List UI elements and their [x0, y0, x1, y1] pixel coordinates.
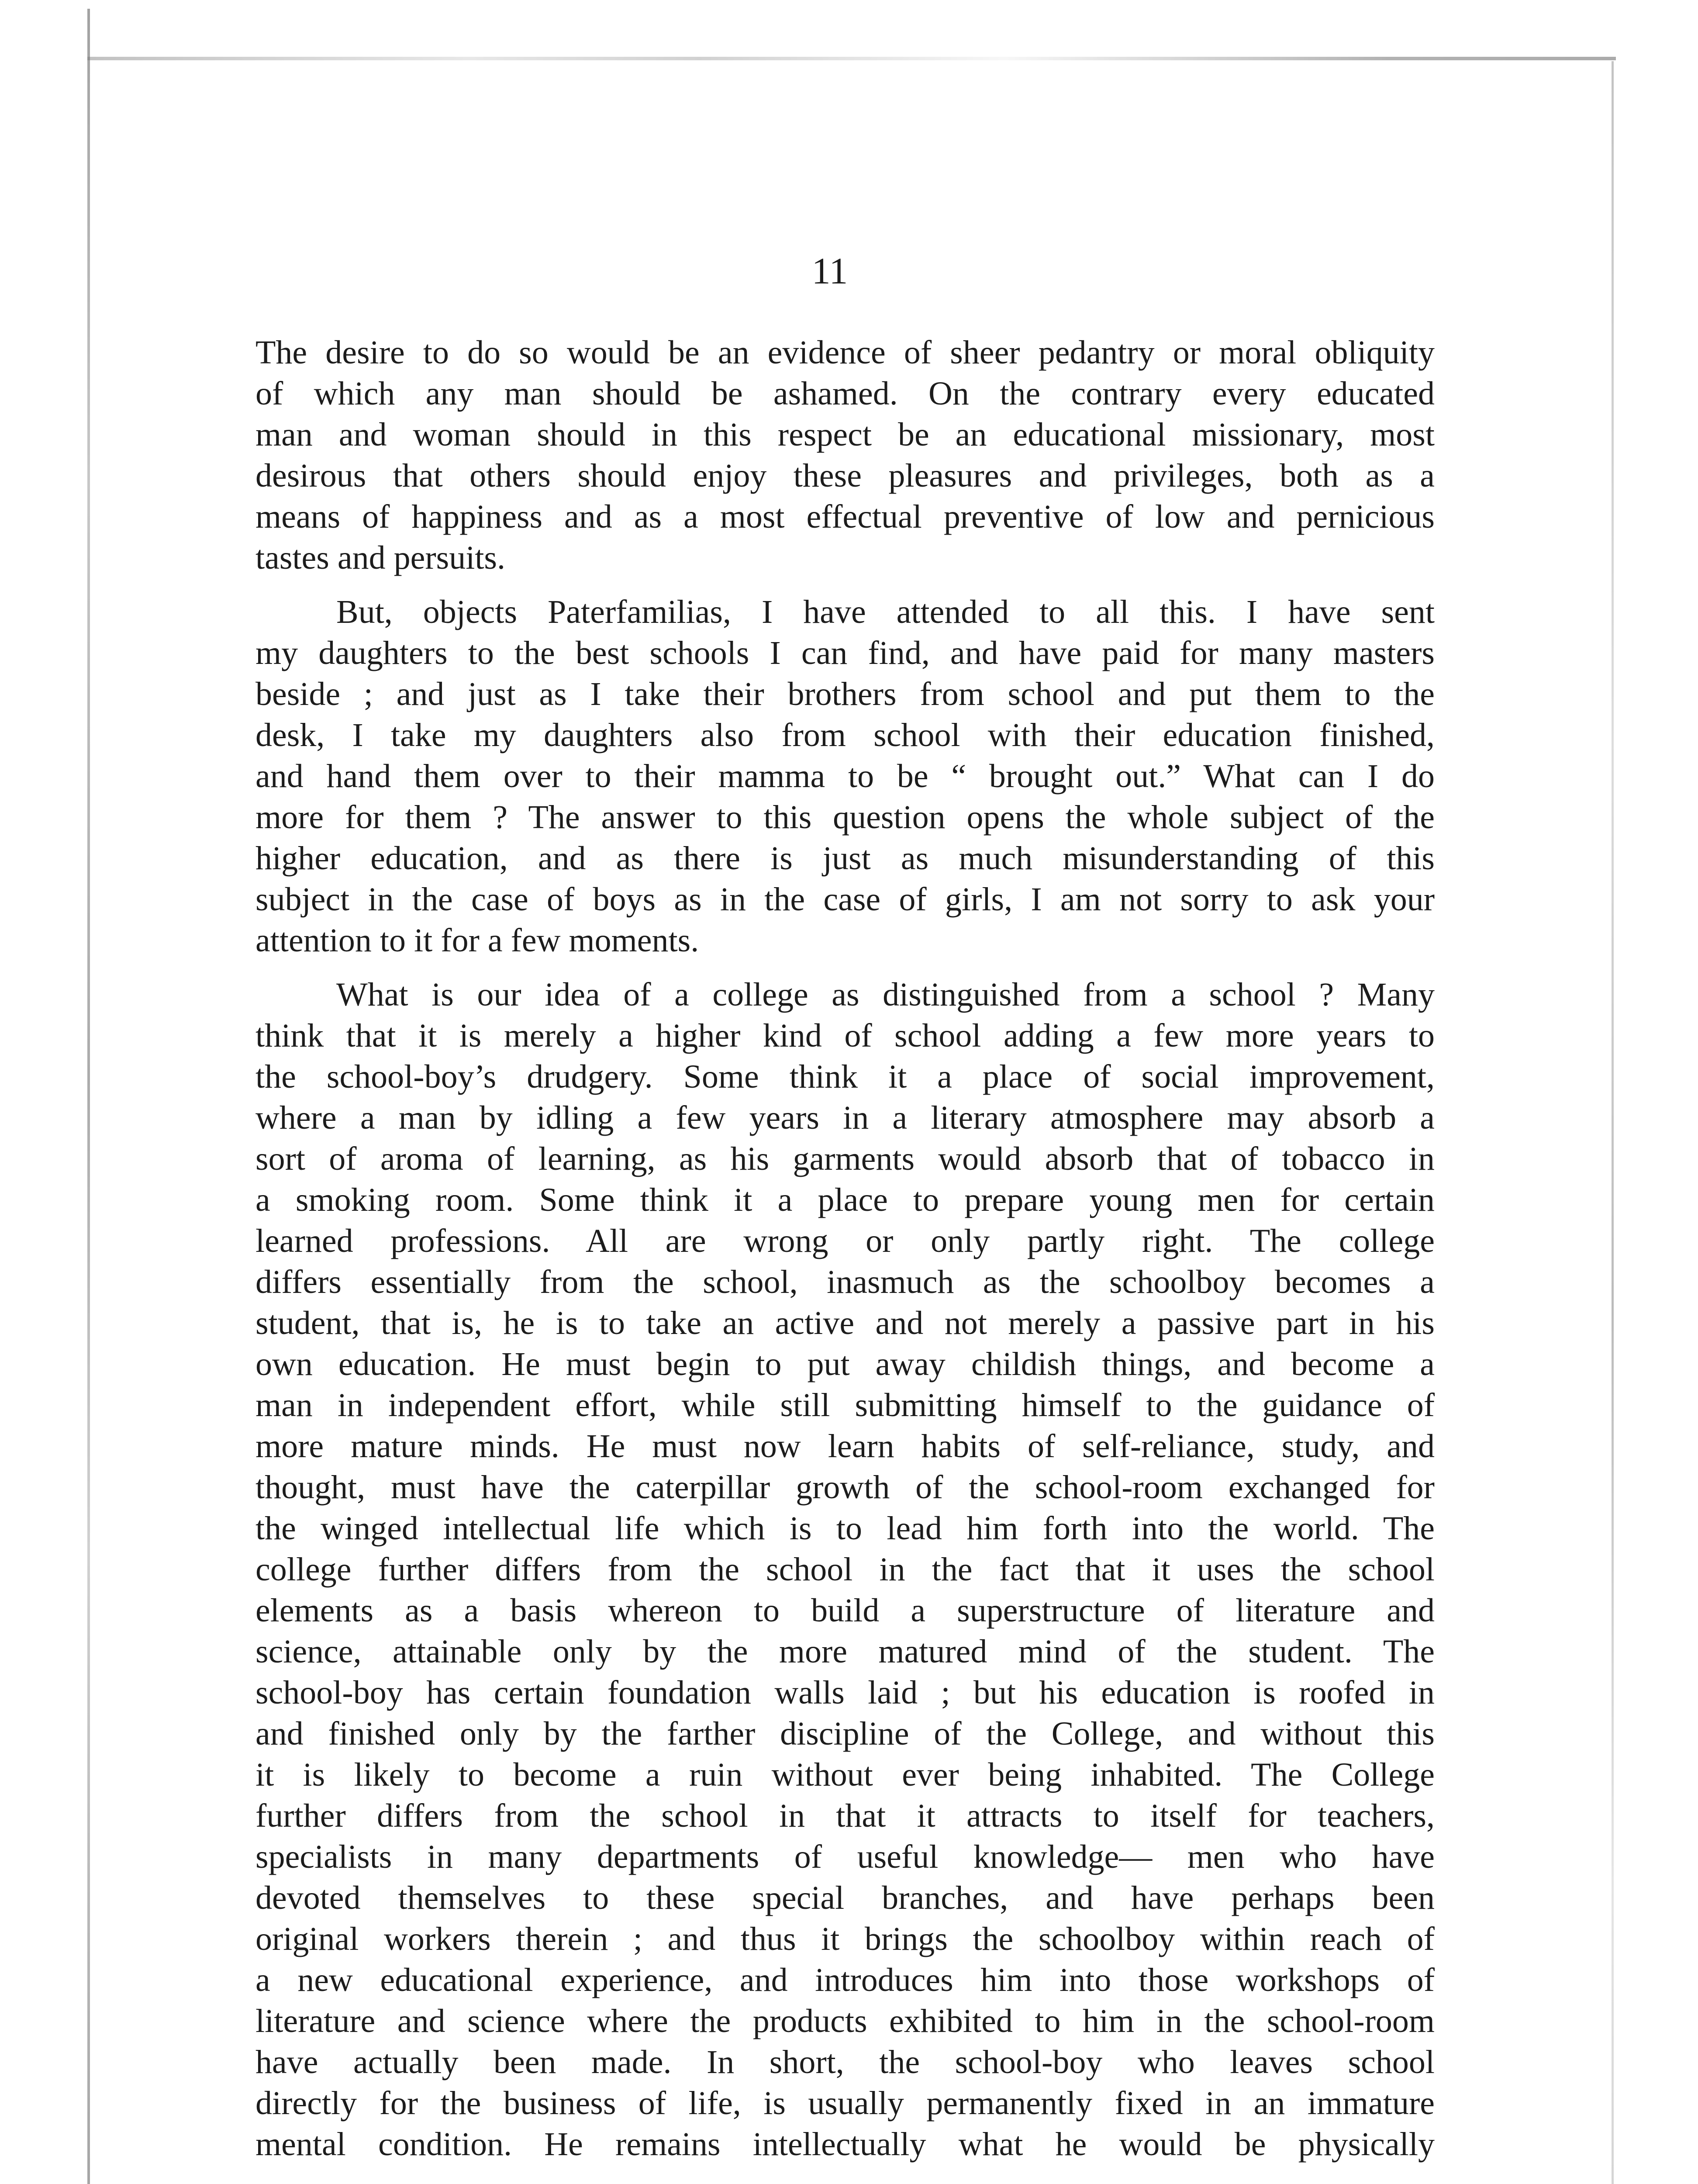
text-line: a new educational experience, and introduces him into those workshops of: [255, 1962, 1435, 1998]
text-line: have actually been made. In short, the school-boy who leaves school: [255, 2044, 1435, 2080]
text-line: the winged intellectual life which is to lead him forth into the world. The: [255, 1510, 1435, 1547]
text-line: literature and science where the products exhibited to him in the school-room: [255, 2003, 1435, 2039]
text-line: The desire to do so would be an evidence of sheer pedantry or moral obliquity: [255, 334, 1435, 371]
text-line: where a man by idling a few years in a literary atmosphere may absorb a: [255, 1099, 1435, 1136]
scan-edge-left: [87, 9, 90, 2184]
text-line: of which any man should be ashamed. On the contrary every educated: [255, 375, 1435, 412]
text-line: man and woman should in this respect be an educational missionary, most: [255, 416, 1435, 453]
text-line: beside ; and just as I take their brothers from school and put them to the: [255, 676, 1435, 712]
paragraph-2: [255, 591, 1435, 961]
text-line: college further differs from the school in the fact that it uses the school: [255, 1551, 1435, 1588]
text-line: more mature minds. He must now learn habits of self-reliance, study, and: [255, 1428, 1435, 1465]
text-line: and hand them over to their mamma to be “ brought out.” What can I do: [255, 758, 1435, 795]
text-line: desk, I take my daughters also from school with their education finished,: [255, 717, 1435, 753]
text-line: means of happiness and as a most effectual preventive of low and pernicious: [255, 498, 1435, 535]
text-line: But, objects Paterfamilias, I have attended to all this. I have sent: [336, 594, 1435, 630]
text-line: school-boy has certain foundation walls laid ; but his education is roofed in: [255, 1674, 1435, 1711]
text-line: mental condition. He remains intellectually what he would be physically: [255, 2126, 1435, 2163]
text-line: thought, must have the caterpillar growth of the school-room exchanged for: [255, 1469, 1435, 1506]
text-line: it is likely to become a ruin without ever being inhabited. The College: [255, 1756, 1435, 1793]
paragraph-3: [255, 974, 1435, 2165]
text-line: learned professions. All are wrong or only partly right. The college: [255, 1223, 1435, 1259]
text-line: student, that is, he is to take an active and not merely a passive part in his: [255, 1305, 1435, 1341]
body-text: [255, 332, 1435, 2178]
text-line: differs essentially from the school, inasmuch as the schoolboy becomes a: [255, 1264, 1435, 1300]
text-line: original workers therein ; and thus it brings the schoolboy within reach of: [255, 1921, 1435, 1957]
text-line: directly for the business of life, is usually permanently fixed in an immature: [255, 2085, 1435, 2122]
scan-edge-top: [87, 57, 1616, 60]
page-number: 11: [811, 250, 848, 292]
text-line: tastes and persuits.: [255, 539, 506, 576]
text-line: subject in the case of boys as in the case of girls, I am not sorry to ask your: [255, 881, 1435, 918]
scan-edge-right: [1612, 61, 1614, 2184]
text-line: What is our idea of a college as distinguished from a school ? Many: [336, 976, 1435, 1013]
text-line: elements as a basis whereon to build a superstructure of literature and: [255, 1592, 1435, 1629]
paragraph-1: [255, 332, 1435, 578]
text-line: specialists in many departments of useful knowledge— men who have: [255, 1838, 1435, 1875]
text-line: desirous that others should enjoy these pleasures and privileges, both as a: [255, 457, 1435, 494]
text-line: higher education, and as there is just as much misunderstanding of this: [255, 840, 1435, 877]
text-line: science, attainable only by the more matured mind of the student. The: [255, 1633, 1435, 1670]
text-line: the school-boy’s drudgery. Some think it a place of social improvement,: [255, 1058, 1435, 1095]
text-line: my daughters to the best schools I can find, and have paid for many masters: [255, 635, 1435, 671]
text-line: and finished only by the farther discipline of the College, and without this: [255, 1715, 1435, 1752]
text-line: man in independent effort, while still submitting himself to the guidance of: [255, 1387, 1435, 1424]
text-line: further differs from the school in that it attracts to itself for teachers,: [255, 1797, 1435, 1834]
text-line: attention to it for a few moments.: [255, 922, 699, 959]
text-line: think that it is merely a higher kind of school adding a few more years to: [255, 1017, 1435, 1054]
text-line: devoted themselves to these special branches, and have perhaps been: [255, 1880, 1435, 1916]
text-line: sort of aroma of learning, as his garments would absorb that of tobacco in: [255, 1140, 1435, 1177]
text-line: a smoking room. Some think it a place to prepare young men for certain: [255, 1182, 1435, 1218]
text-line: more for them ? The answer to this question opens the whole subject of the: [255, 799, 1435, 836]
text-line: own education. He must begin to put away childish things, and become a: [255, 1346, 1435, 1382]
